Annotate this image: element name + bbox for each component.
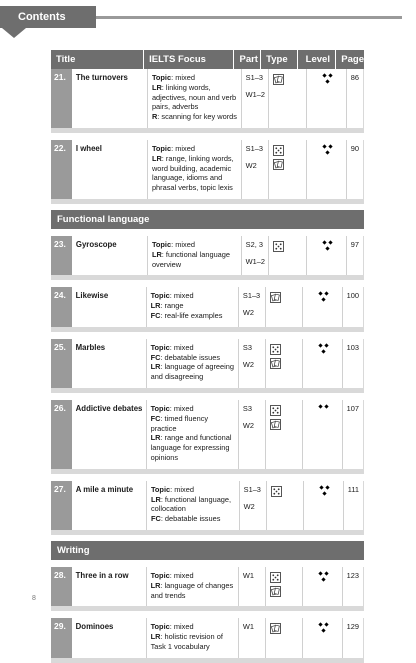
level-diamond xyxy=(325,150,329,154)
activity-number: 23. xyxy=(51,236,72,275)
page-header xyxy=(0,6,416,34)
dice-icon xyxy=(270,572,281,583)
level-diamond xyxy=(320,485,324,489)
focus-text: : scanning for key words xyxy=(157,112,237,122)
focus-label: LR xyxy=(150,494,161,504)
part-value: S1–3 xyxy=(245,73,263,82)
level-diamond xyxy=(325,571,329,575)
level-diamonds-icon xyxy=(322,145,336,157)
focus-label: LR xyxy=(150,433,161,443)
cards-icon xyxy=(270,292,281,303)
focus-line xyxy=(152,73,238,83)
part-value: S1–3 xyxy=(242,291,261,301)
focus-line xyxy=(152,144,238,154)
level-diamonds-icon xyxy=(318,572,332,584)
level-diamond xyxy=(322,577,326,581)
activity-number: 22. xyxy=(51,140,72,199)
activity-title: Gyroscope xyxy=(75,239,117,249)
column-header-level: Level xyxy=(297,50,336,69)
focus-label: Topic xyxy=(151,143,172,153)
activity-title: Likewise xyxy=(75,291,109,301)
focus-text: : mixed xyxy=(171,73,195,82)
activity-title: The turnovers xyxy=(75,73,128,82)
focus-label: Topic xyxy=(151,239,172,249)
part-cell xyxy=(238,339,265,388)
level-diamonds-icon xyxy=(318,405,332,417)
focus-label: Topic xyxy=(150,403,170,413)
focus-text: : mixed xyxy=(169,403,194,413)
part-value: W1–2 xyxy=(245,89,265,99)
type-cell xyxy=(268,236,306,275)
page-ref: 97 xyxy=(346,236,363,275)
focus-line xyxy=(151,433,235,462)
page-ref: 123 xyxy=(342,567,363,606)
level-diamond xyxy=(322,298,326,302)
activity-title: A mile a minute xyxy=(75,484,134,494)
part-cell xyxy=(241,69,269,128)
focus-line xyxy=(151,632,235,652)
level-diamond xyxy=(322,349,326,353)
level-diamond xyxy=(319,623,323,627)
cards-icon xyxy=(270,586,281,597)
focus-text: : debatable issues xyxy=(160,352,221,362)
table-row xyxy=(51,400,364,474)
focus-line xyxy=(151,514,236,524)
focus-text: : holistic revision of Task 1 vocabulary xyxy=(150,632,223,651)
activity-number: 25. xyxy=(51,339,72,388)
cards-icon xyxy=(270,419,281,430)
focus-text: : mixed xyxy=(169,622,194,632)
page-ref: 103 xyxy=(342,339,363,388)
level-diamonds-icon xyxy=(322,241,336,253)
focus-label: Topic xyxy=(150,622,170,632)
activity-number: 21. xyxy=(51,69,72,128)
column-header-part: Part xyxy=(233,50,260,69)
column-header-type: Type xyxy=(260,50,297,69)
focus-line xyxy=(151,353,235,363)
focus-line xyxy=(151,571,235,581)
page-title: Contents xyxy=(0,6,96,28)
focus-line xyxy=(151,311,235,321)
focus-text: : linking words, adjectives, noun and verb pairs, adverbs xyxy=(151,82,237,112)
table-row xyxy=(51,287,364,331)
level-cell xyxy=(302,400,341,469)
table-row xyxy=(51,339,364,393)
level-diamond xyxy=(322,73,326,77)
activity-title: Dominoes xyxy=(75,622,114,632)
focus-label: FC xyxy=(150,514,161,524)
focus-line xyxy=(151,495,236,515)
focus-text: : range, linking words, word building, academic language, idioms and phrasal verbs, topic lexis xyxy=(151,153,234,193)
part-cell xyxy=(238,400,265,469)
focus-text: : range and functional language for expressing opinions xyxy=(150,433,232,462)
part-cell xyxy=(239,481,266,530)
focus-label: Topic xyxy=(150,291,170,301)
focus-label: FC xyxy=(150,352,161,362)
type-cell xyxy=(265,400,302,469)
focus-text: : mixed xyxy=(171,143,195,153)
type-cell xyxy=(265,567,302,606)
part-value: W2 xyxy=(242,308,254,318)
focus-label: LR xyxy=(151,153,162,163)
focus-line xyxy=(152,83,238,112)
contents-table xyxy=(51,50,364,663)
part-cell xyxy=(238,618,265,657)
column-header-title: Title xyxy=(56,54,76,65)
type-cell xyxy=(268,69,306,128)
level-cell xyxy=(302,287,341,326)
ielts-focus xyxy=(146,567,238,606)
type-cell xyxy=(268,140,306,199)
level-diamond xyxy=(325,246,329,250)
focus-label: LR xyxy=(151,249,162,259)
type-cell xyxy=(265,287,302,326)
ielts-focus xyxy=(146,481,239,530)
cards-icon xyxy=(270,623,281,634)
part-value: S3 xyxy=(242,342,252,352)
page-ref: 111 xyxy=(343,481,363,530)
table-row xyxy=(51,140,364,204)
table-row xyxy=(51,567,364,611)
focus-label: Topic xyxy=(151,73,172,82)
focus-label: Topic xyxy=(150,342,170,352)
part-value: W2 xyxy=(245,160,257,170)
level-diamond xyxy=(325,79,329,83)
focus-line xyxy=(152,240,238,250)
header-rule xyxy=(96,16,402,19)
level-cell xyxy=(302,618,341,657)
level-diamond xyxy=(325,343,329,347)
page-ref: 107 xyxy=(342,400,363,469)
focus-line xyxy=(152,154,238,193)
activity-number: 27. xyxy=(51,481,72,530)
part-value: S3 xyxy=(242,403,252,413)
column-header-focus: IELTS Focus xyxy=(143,50,233,69)
focus-text: : range xyxy=(160,301,184,311)
focus-line xyxy=(152,250,238,270)
focus-line xyxy=(151,581,235,601)
dice-icon xyxy=(271,486,282,497)
level-cell xyxy=(302,339,341,388)
ielts-focus xyxy=(146,618,238,657)
activity-title: Marbles xyxy=(75,342,106,352)
level-diamond xyxy=(325,404,329,408)
part-value: W1–2 xyxy=(245,256,265,266)
level-diamond xyxy=(325,623,329,627)
level-cell xyxy=(306,140,346,199)
focus-text: : mixed xyxy=(171,239,195,249)
column-header-page: Page xyxy=(335,50,364,69)
focus-text: : timed fluency practice xyxy=(150,413,209,433)
level-diamonds-icon xyxy=(318,292,332,304)
focus-text: : mixed xyxy=(170,484,194,494)
level-cell xyxy=(303,481,342,530)
part-value: W2 xyxy=(242,359,254,369)
part-cell xyxy=(241,236,269,275)
focus-text: : language of agreeing and disagreeing xyxy=(150,362,234,382)
cards-icon xyxy=(273,74,284,85)
focus-text: : mixed xyxy=(169,342,194,352)
part-cell xyxy=(241,140,269,199)
activity-number: 29. xyxy=(51,618,72,657)
focus-line xyxy=(151,301,235,311)
part-value: W2 xyxy=(242,420,254,430)
focus-text: : real-life examples xyxy=(160,310,223,320)
focus-text: : functional language overview xyxy=(151,249,231,269)
level-diamond xyxy=(325,292,329,296)
focus-label: Topic xyxy=(150,570,170,580)
cards-icon xyxy=(270,358,281,369)
section-heading: Writing xyxy=(51,541,364,560)
level-diamond xyxy=(323,491,327,495)
part-cell xyxy=(238,287,265,326)
focus-line xyxy=(151,404,235,414)
level-diamond xyxy=(326,485,330,489)
level-diamond xyxy=(328,240,332,244)
level-diamonds-icon xyxy=(318,623,332,635)
table-row xyxy=(51,69,364,133)
column-header-row xyxy=(51,50,364,69)
level-diamond xyxy=(322,629,326,633)
level-diamond xyxy=(322,240,326,244)
dice-icon xyxy=(270,405,281,416)
focus-label: FC xyxy=(150,413,161,423)
focus-line xyxy=(151,343,235,353)
focus-label: LR xyxy=(151,82,162,92)
ielts-focus xyxy=(147,69,241,128)
focus-label: Topic xyxy=(150,484,171,494)
table-row xyxy=(51,236,364,280)
level-cell xyxy=(306,69,346,128)
level-diamond xyxy=(328,73,332,77)
ielts-focus xyxy=(147,140,241,199)
focus-label: LR xyxy=(150,632,161,642)
type-cell xyxy=(265,618,302,657)
level-diamond xyxy=(322,144,326,148)
level-diamond xyxy=(319,343,323,347)
part-value: S1–3 xyxy=(243,484,261,494)
activity-title: Addictive debates xyxy=(75,403,143,413)
part-cell xyxy=(238,567,265,606)
focus-line xyxy=(151,622,235,632)
level-diamonds-icon xyxy=(322,74,336,86)
level-diamond xyxy=(319,292,323,296)
ielts-focus xyxy=(146,400,238,469)
page-ref: 90 xyxy=(346,140,363,199)
ielts-focus xyxy=(146,287,238,326)
focus-line xyxy=(151,291,235,301)
part-value: S1–3 xyxy=(245,143,263,153)
focus-text: : functional language, collocation xyxy=(150,494,232,514)
focus-text: : mixed xyxy=(169,570,194,580)
page-ref: 100 xyxy=(342,287,363,326)
section-heading: Functional language xyxy=(51,210,364,229)
activity-title: Three in a row xyxy=(75,570,129,580)
page-ref: 86 xyxy=(346,69,363,128)
activity-number: 28. xyxy=(51,567,72,606)
focus-line xyxy=(151,485,236,495)
part-value: W1 xyxy=(242,570,254,580)
activity-number: 26. xyxy=(51,400,72,469)
table-row xyxy=(51,481,364,535)
focus-label: LR xyxy=(150,362,161,372)
ielts-focus xyxy=(146,339,238,388)
level-diamond xyxy=(319,404,323,408)
focus-text: : language of changes and trends xyxy=(150,580,234,600)
level-diamonds-icon xyxy=(318,344,332,356)
focus-label: LR xyxy=(150,301,161,311)
part-value: S2, 3 xyxy=(245,239,263,249)
part-value: W1 xyxy=(242,622,254,632)
activity-number: 24. xyxy=(51,287,72,326)
focus-label: R xyxy=(151,112,158,122)
dice-icon xyxy=(273,145,284,156)
part-value: W2 xyxy=(243,501,255,511)
focus-line xyxy=(152,112,238,122)
type-cell xyxy=(265,339,302,388)
focus-line xyxy=(151,362,235,382)
level-diamond xyxy=(328,144,332,148)
page-ref: 129 xyxy=(342,618,363,657)
cards-icon xyxy=(273,159,284,170)
level-cell xyxy=(302,567,341,606)
focus-text: : debatable issues xyxy=(160,514,221,524)
table-row xyxy=(51,618,364,662)
level-cell xyxy=(306,236,346,275)
dice-icon xyxy=(273,241,284,252)
type-cell xyxy=(266,481,303,530)
focus-label: FC xyxy=(150,310,161,320)
focus-label: LR xyxy=(150,580,161,590)
focus-line xyxy=(151,414,235,434)
dice-icon xyxy=(270,344,281,355)
ielts-focus xyxy=(147,236,241,275)
level-diamond xyxy=(319,571,323,575)
activity-title: I wheel xyxy=(75,143,102,153)
page-number: 8 xyxy=(32,595,36,602)
focus-text: : mixed xyxy=(169,291,194,301)
level-diamonds-icon xyxy=(319,486,333,498)
